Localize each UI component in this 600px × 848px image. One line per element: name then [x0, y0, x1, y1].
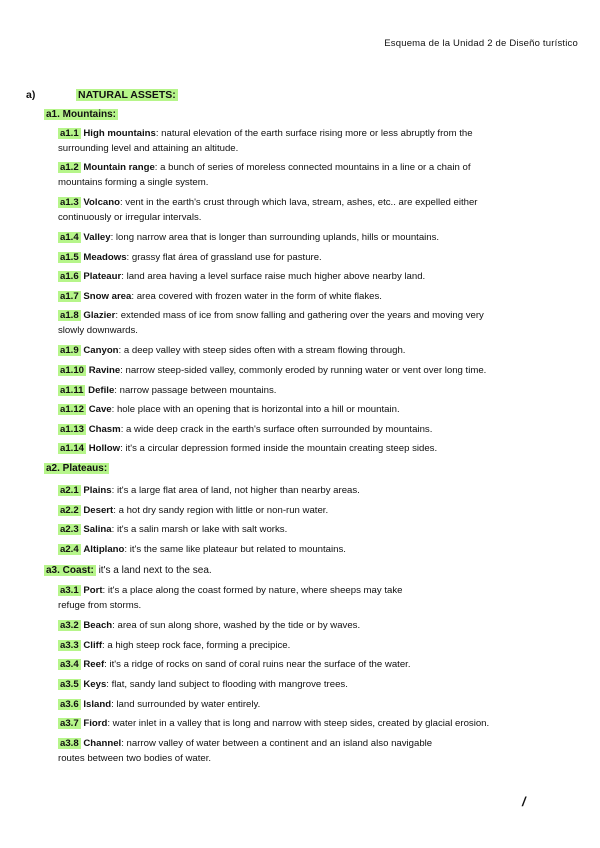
subsection-description: it's a land next to the sea.: [95, 565, 212, 576]
section-number: a): [26, 89, 36, 101]
page-mark: /: [522, 794, 526, 809]
list-item: a3.3 Cliff: a high steep rock face, forming a precipice.: [60, 640, 291, 651]
list-item: a1.1 High mountains: natural elevation of the earth surface rising more or less abruptly from the surrounding level and attaining an altitude.: [58, 128, 473, 154]
subsection-heading-mountains: [44, 109, 118, 120]
subsection-title: a2. Plateaus:: [46, 463, 108, 474]
list-item: a2.2 Desert: a hot dry sandy region with little or non-run water.: [60, 505, 329, 516]
list-item: a1.14 Hollow: it's a circular depression formed inside the mountain creating steep sides.: [60, 443, 438, 454]
list-item: a2.1 Plains: it's a large flat area of land, not higher than nearby areas.: [60, 485, 360, 496]
list-item: a1.6 Plateaur: land area having a level surface raise much higher above nearby land.: [60, 271, 426, 282]
subsection-title: a3. Coast:: [46, 565, 94, 576]
list-item: a1.9 Canyon: a deep valley with steep sides often with a stream flowing through.: [60, 345, 406, 356]
list-item: a3.5 Keys: flat, sandy land subject to flooding with mangrove trees.: [60, 679, 348, 690]
list-item: a1.12 Cave: hole place with an opening that is horizontal into a hill or mountain.: [60, 404, 400, 415]
list-item: a3.1 Port: it's a place along the coast formed by nature, where sheeps may take refuge from storms.: [58, 585, 403, 611]
list-item: a3.6 Island: land surrounded by water entirely.: [60, 699, 261, 710]
list-item: a1.7 Snow area: area covered with frozen water in the form of white flakes.: [60, 291, 382, 302]
list-item: a1.2 Mountain range: a bunch of series of moreless connected mountains in a line or a chain of mountains forming a single system.: [58, 162, 471, 188]
list-item: a1.4 Valley: long narrow area that is longer than surrounding uplands, hills or mountains.: [60, 232, 440, 243]
list-item: a3.4 Reef: it's a ridge of rocks on sand of coral ruins near the surface of the water.: [60, 659, 411, 670]
subsection-heading-plateaus: [44, 463, 109, 474]
list-item: a1.13 Chasm: a wide deep crack in the earth's surface often surrounded by mountains.: [60, 424, 433, 435]
list-item: a1.3 Volcano: vent in the earth's crust through which lava, stream, ashes, etc.. are expelled either continuously or irregular intervals.: [58, 197, 478, 223]
list-item: a3.2 Beach: area of sun along shore, washed by the tide or by waves.: [60, 620, 361, 631]
section-title: NATURAL ASSETS:: [78, 89, 176, 101]
document-header: Esquema de la Unidad 2 de Diseño turístico: [384, 38, 578, 49]
list-item: a1.5 Meadows: grassy flat área of grassland use for pasture.: [60, 252, 322, 263]
list-item: a2.4 Altiplano: it's the same like plateaur but related to mountains.: [60, 544, 346, 555]
subsection-title: a1. Mountains:: [46, 109, 117, 120]
list-item: a2.3 Salina: it's a salin marsh or lake with salt works.: [60, 524, 288, 535]
list-item: a1.11 Defile: narrow passage between mountains.: [60, 385, 277, 396]
list-item: a3.7 Fiord: water inlet in a valley that is long and narrow with steep sides, created by glacial erosion.: [60, 718, 490, 729]
subsection-heading-coast: [44, 565, 212, 576]
section-heading: [26, 89, 178, 101]
list-item: a3.8 Channel: narrow valley of water between a continent and an island also navigable routes between two bodies of water.: [58, 738, 433, 764]
list-item: a1.8 Glazier: extended mass of ice from snow falling and gathering over the years and moving very slowly downwards.: [58, 310, 484, 336]
list-item: a1.10 Ravine: narrow steep-sided valley, commonly eroded by running water or vent over long time.: [60, 365, 487, 376]
